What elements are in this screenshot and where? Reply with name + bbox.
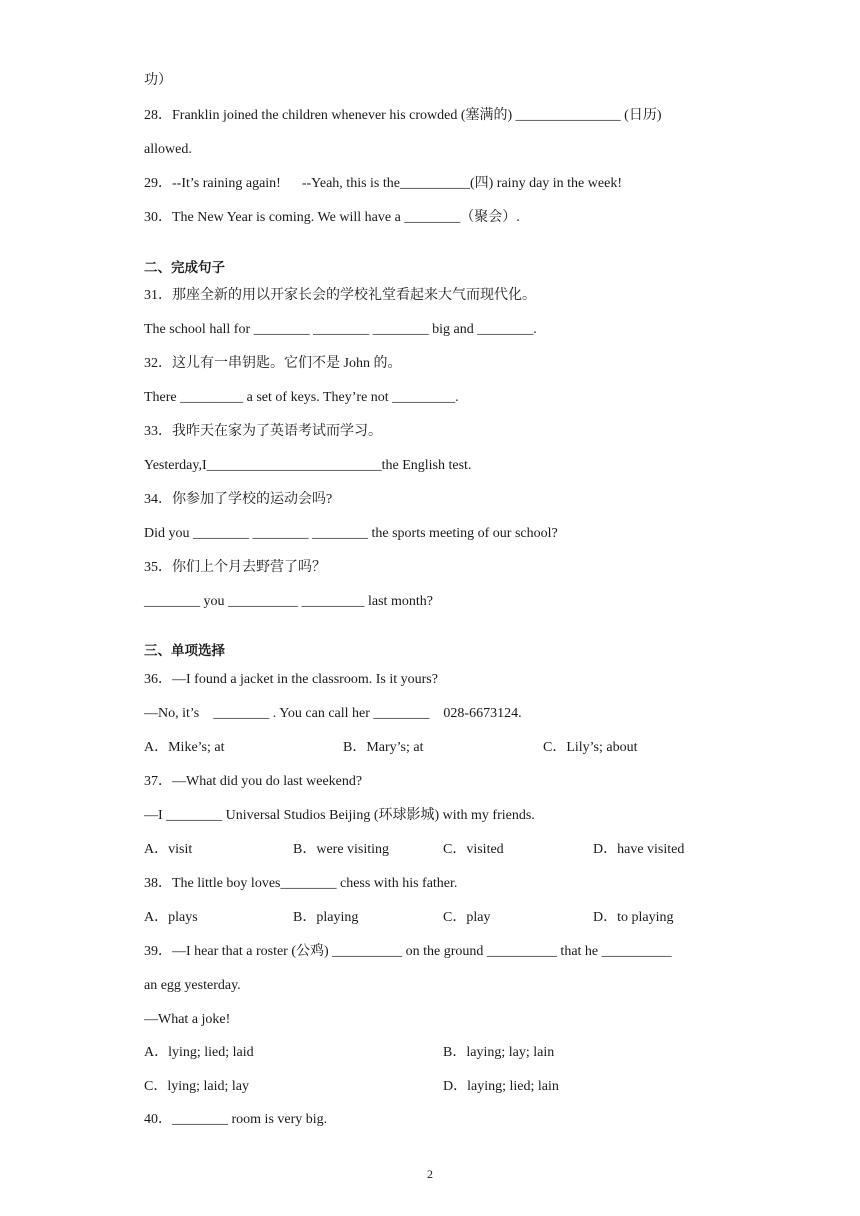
option-39-b: B．laying; lay; lain: [443, 1045, 555, 1060]
option-38-b: B．playing: [293, 910, 359, 925]
option-39-d: D．laying; lied; lain: [443, 1079, 559, 1094]
question-34-prompt: 34．你参加了学校的运动会吗?: [144, 492, 333, 507]
continued-text: 功）: [144, 73, 172, 88]
question-39: 39．—I hear that a roster (公鸡) __________ on the ground __________ that he __________: [144, 944, 672, 959]
section-heading-2: 二、完成句子: [144, 260, 225, 276]
option-37-b: B．were visiting: [293, 842, 390, 857]
question-36: 36．—I found a jacket in the classroom. Is it yours?: [144, 672, 438, 687]
question-36-reply: —No, it’s ________ . You can call her ________ 028-6673124.: [144, 706, 522, 721]
question-39-reply: —What a joke!: [144, 1012, 231, 1027]
question-28-cont: allowed.: [144, 142, 192, 157]
question-34-sentence: Did you ________ ________ ________ the sports meeting of our school?: [144, 526, 558, 541]
question-37-reply: —I ________ Universal Studios Beijing (环球影城) with my friends.: [144, 808, 535, 823]
option-38-c: C．play: [443, 910, 491, 925]
option-38-a: A．plays: [144, 910, 198, 925]
option-37-c: C．visited: [443, 842, 504, 857]
question-31-sentence: The school hall for ________ ________ ________ big and ________.: [144, 322, 537, 337]
option-39-a: A．lying; lied; laid: [144, 1045, 254, 1060]
question-37: 37．—What did you do last weekend?: [144, 774, 363, 789]
question-38: 38．The little boy loves________ chess with his father.: [144, 876, 458, 891]
question-40: 40．________ room is very big.: [144, 1112, 328, 1127]
question-35-prompt: 35．你们上个月去野营了吗？: [144, 560, 326, 575]
option-36-c: C．Lily’s; about: [543, 740, 638, 755]
option-38-d: D．to playing: [593, 910, 674, 925]
question-32-sentence: There _________ a set of keys. They’re not _________.: [144, 390, 459, 405]
section-heading-3: 三、单项选择: [144, 643, 225, 659]
question-35-sentence: ________ you __________ _________ last month?: [144, 594, 433, 609]
question-31-prompt: 31．那座全新的用以开家长会的学校礼堂看起来大气而现代化。: [144, 288, 536, 303]
question-33-sentence: Yesterday,I_________________________the English test.: [144, 458, 472, 473]
option-39-c: C．lying; laid; lay: [144, 1079, 249, 1094]
question-39-cont: an egg yesterday.: [144, 978, 241, 993]
question-33-prompt: 33．我昨天在家为了英语考试而学习。: [144, 424, 382, 439]
option-37-a: A．visit: [144, 842, 193, 857]
option-36-a: A．Mike’s; at: [144, 740, 225, 755]
option-37-d: D．have visited: [593, 842, 685, 857]
question-30: 30．The New Year is coming. We will have a ________（聚会）.: [144, 210, 520, 225]
option-36-b: B．Mary’s; at: [343, 740, 424, 755]
question-32-prompt: 32．这儿有一串钥匙。它们不是 John 的。: [144, 356, 402, 371]
question-28: 28．Franklin joined the children whenever his crowded (塞满的) _______________ (日历): [144, 108, 662, 123]
page-number: 2: [427, 1167, 433, 1181]
question-29: 29．--It’s raining again! --Yeah, this is the__________(四) rainy day in the week!: [144, 176, 622, 191]
